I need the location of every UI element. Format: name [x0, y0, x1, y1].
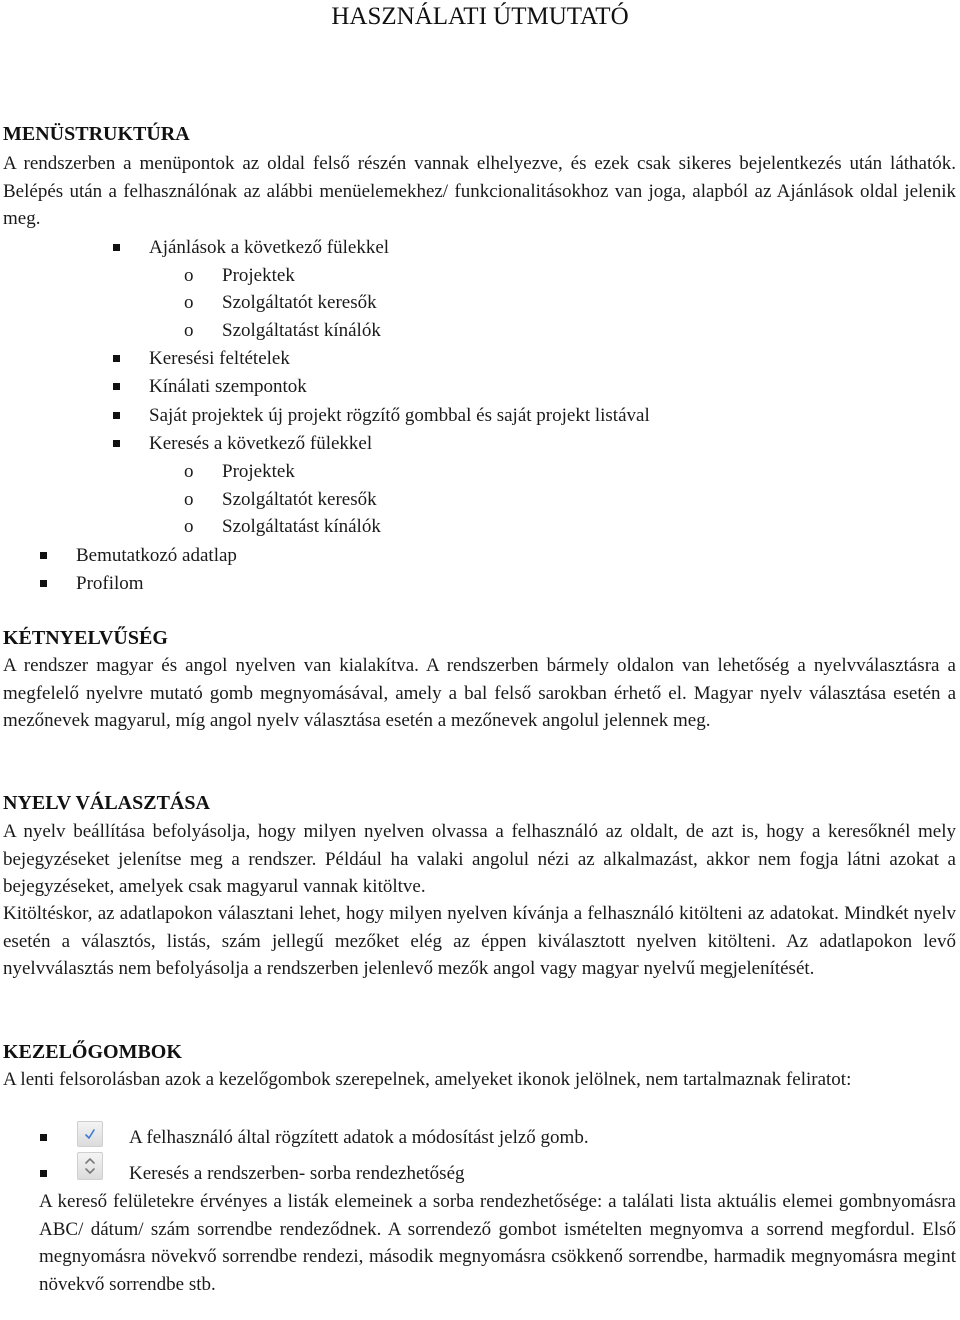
circle-bullet-icon: o: [184, 265, 194, 286]
square-bullet-icon: [113, 440, 120, 447]
sort-icon[interactable]: [77, 1152, 103, 1180]
section-heading-nyelv-valasztasa: NYELV VÁLASZTÁSA: [3, 792, 210, 814]
square-bullet-icon: [40, 1134, 47, 1141]
circle-bullet-icon: o: [184, 320, 194, 341]
section-heading-kezelogombok: KEZELŐGOMBOK: [3, 1041, 182, 1063]
section-heading-ketnyelvuseg: KÉTNYELVŰSÉG: [3, 627, 168, 649]
section-heading-menustruktura: MENÜSTRUKTÚRA: [3, 123, 190, 145]
circle-bullet-icon: o: [184, 516, 194, 537]
square-bullet-icon: [113, 412, 120, 419]
square-bullet-icon: [40, 580, 47, 587]
document-title: HASZNÁLATI ÚTMUTATÓ: [331, 3, 629, 30]
edit-check-icon[interactable]: [77, 1121, 103, 1147]
square-bullet-icon: [40, 1170, 47, 1177]
circle-bullet-icon: o: [184, 292, 194, 313]
circle-bullet-icon: o: [184, 461, 194, 482]
circle-bullet-icon: o: [184, 489, 194, 510]
square-bullet-icon: [40, 552, 47, 559]
sort-description: A kereső felületekre érvényes a listák elemeinek a sorba rendezhetősége: a találati lista aktuális elemei gombnyomásra ABC/ dátum/ szám sorrendbe rendeződnek. A sorrendező gombot ismételten megnyomva a sorrend megfordul. Első megnyomásra növekvő sorrendbe rendezi, második megnyomásra csökkenő sorrendbe, harmadik megnyomásra megint növekvő sorrendbe stb.: [39, 1191, 956, 1296]
nyelv-valasztasa-text-2: Kitöltéskor, az adatlapokon választani lehet, hogy milyen nyelven kívánja a felhasználó kitölteni az adatokat. Mindkét nyelv esetén a választós, listás, szám jellegű mezőket elég az éppen kiválasztott nyelven kitölteni. Az adatlapokon levő nyelvválasztás nem befolyásolja a rendszerben jelenlevő mezők angol vagy magyar nyelvű megjelenítését.: [3, 903, 956, 980]
nyelv-valasztasa-text-1: A nyelv beállítása befolyásolja, hogy milyen nyelven olvassa a felhasználó az oldalt, de azt is, hogy a keresőknél mely bejegyzéseket jelenítse meg a rendszer. Például ha valaki angolul nézi az alkalmazást, akkor nem fogja látni azokat a bejegyzéseket, amelyek csak magyarul vannak kitöltve.: [3, 821, 956, 898]
square-bullet-icon: [113, 244, 120, 251]
ketnyelvuseg-text: A rendszer magyar és angol nyelven van kialakítva. A rendszerben bármely oldalon van lehetőség a nyelvválasztásra a megfelelő nyelvre mutató gomb megnyomásával, amely a bal felső sarokban érhető el. Magyar nyelv választása esetén a mezőnevek magyarul, míg angol nyelv választása esetén a mezőnevek angolul jelennek meg.: [3, 655, 956, 732]
square-bullet-icon: [113, 355, 120, 362]
kezelogombok-intro: A lenti felsorolásban azok a kezelőgombok szerepelnek, amelyeket ikonok jelölnek, nem tartalmaznak feliratot:: [3, 1069, 852, 1090]
menustruktura-intro: A rendszerben a menüpontok az oldal felső részén vannak elhelyezve, és ezek csak sikeres bejelentkezés után láthatók. Belépés után a felhasználónak az alábbi menüelemekhez/ funkcionalitásokhoz van joga, alapból az Ajánlások oldal jelenik meg.: [3, 153, 956, 230]
square-bullet-icon: [113, 383, 120, 390]
